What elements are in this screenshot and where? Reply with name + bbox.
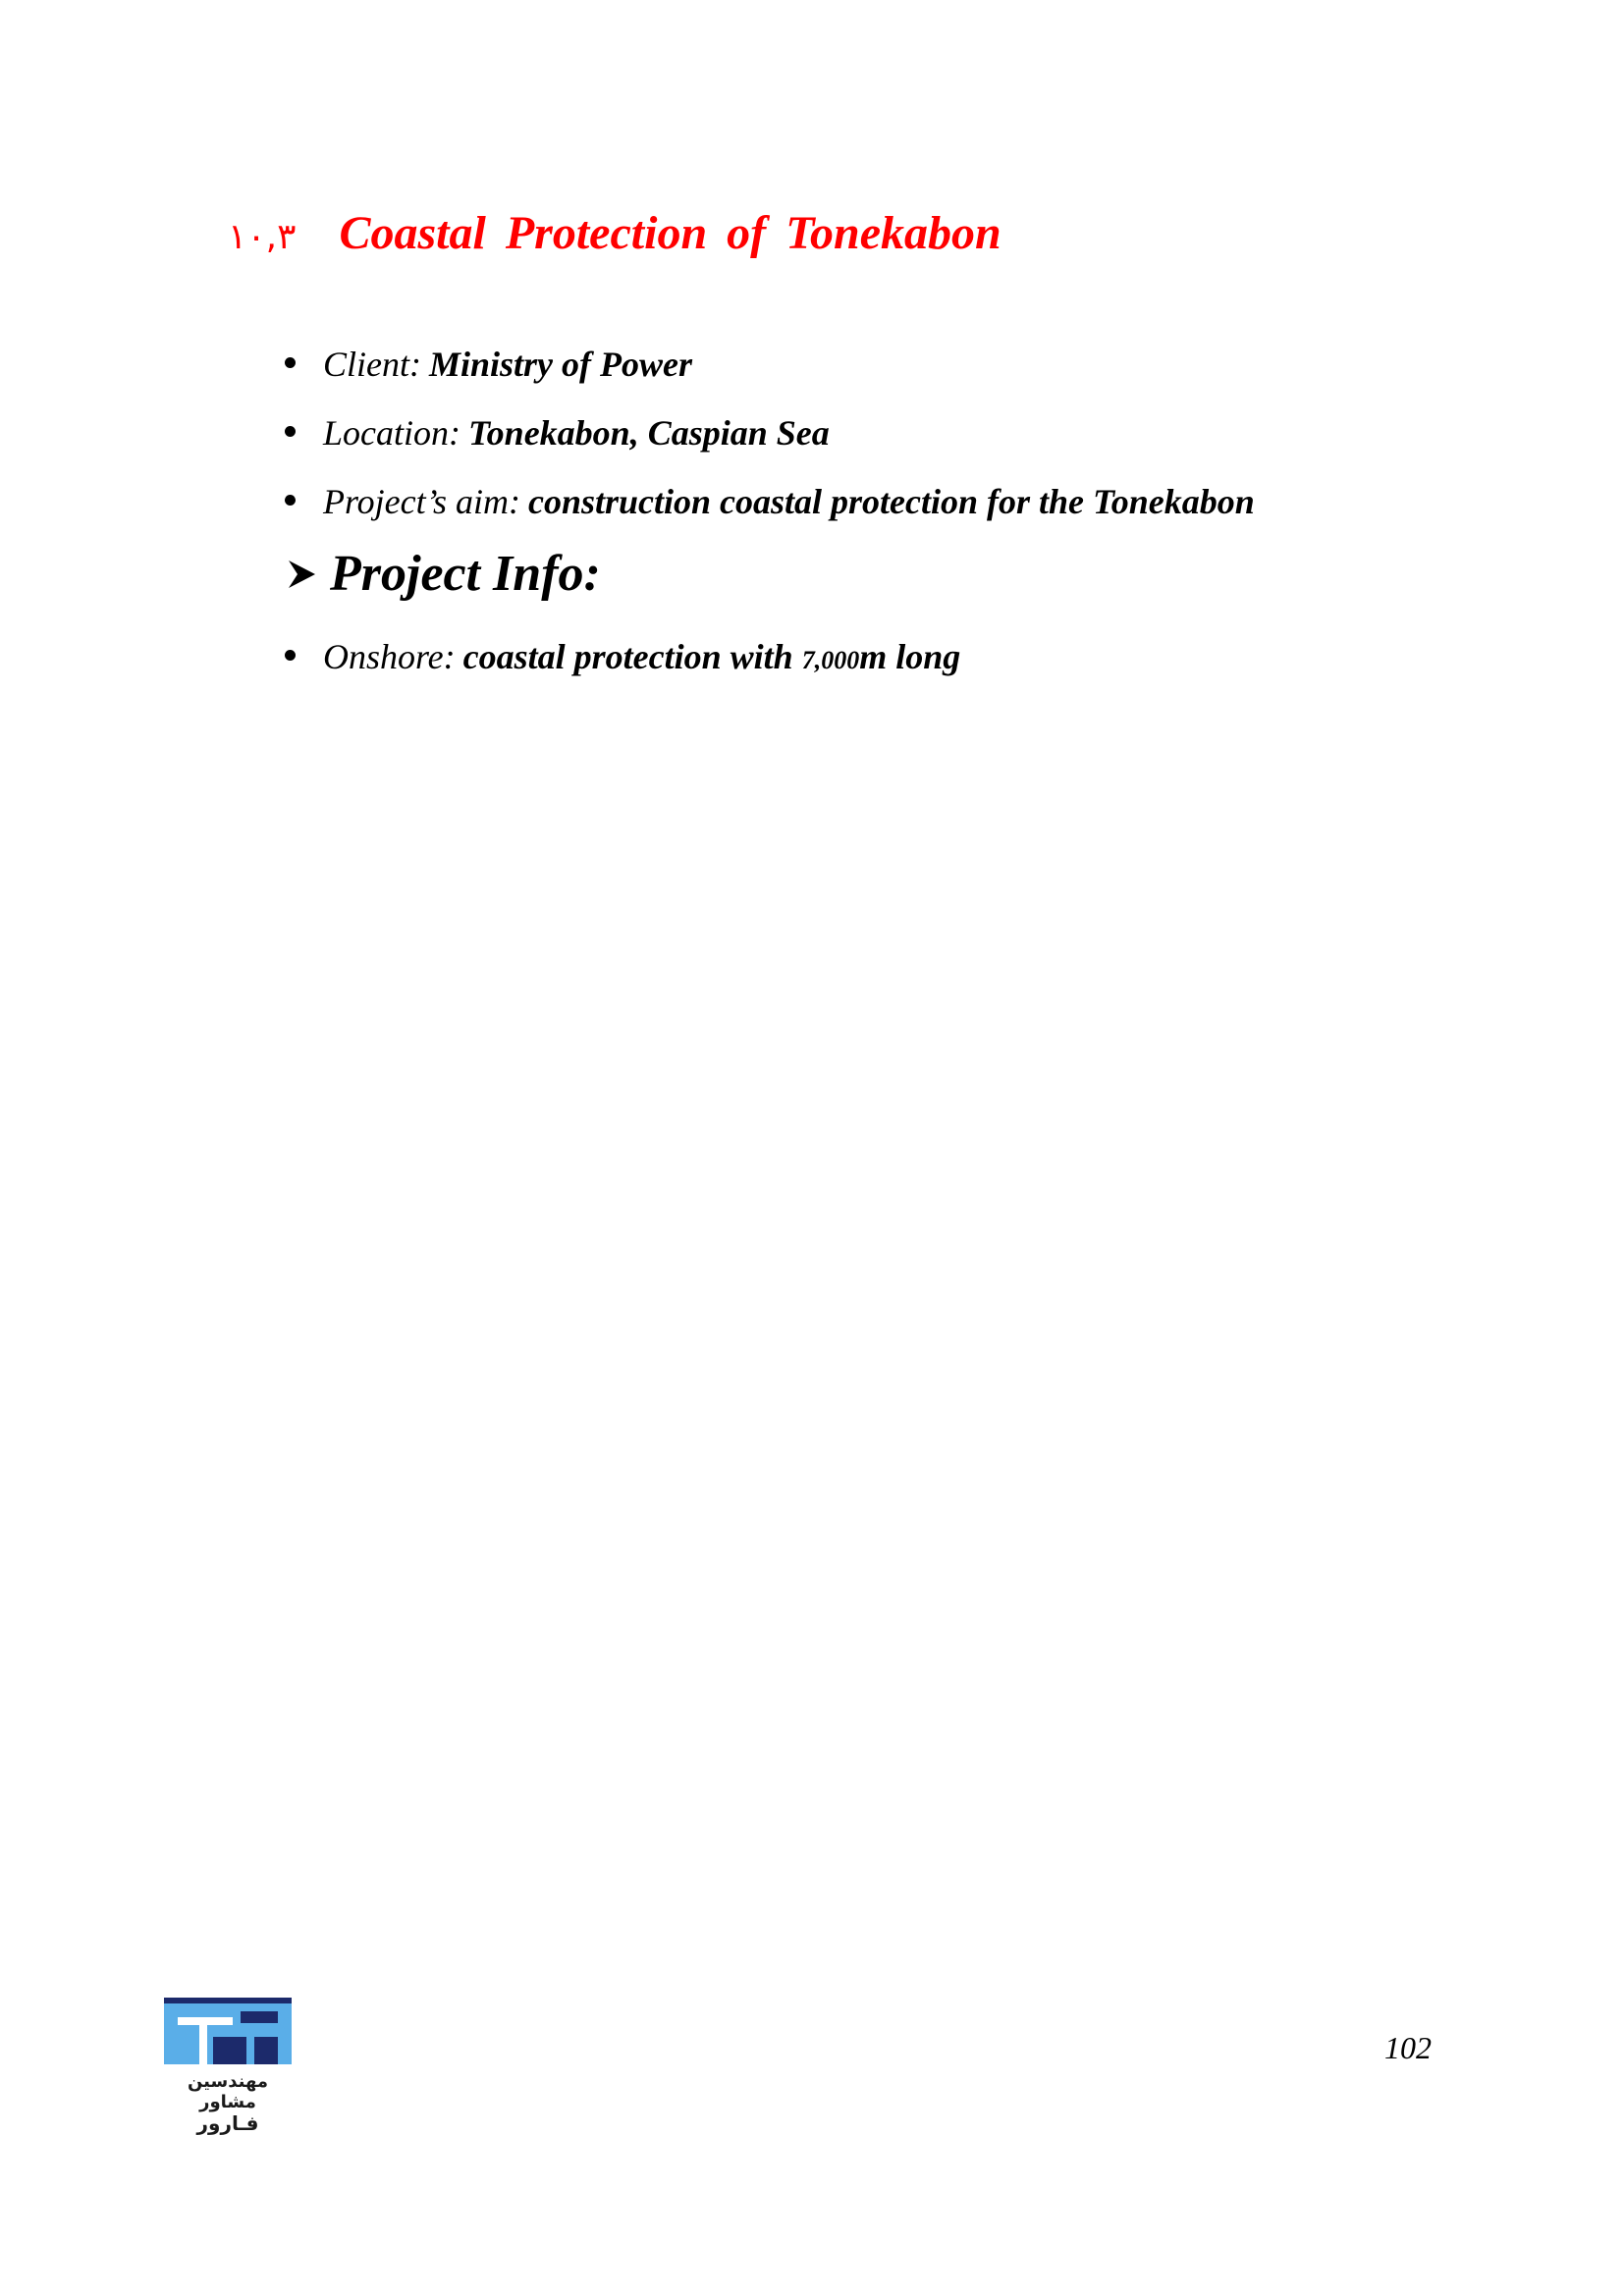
detail-value	[463, 636, 961, 677]
company-logo-icon	[164, 1998, 292, 2064]
company-logo-text	[164, 2072, 292, 2135]
section-heading	[228, 206, 1001, 275]
onshore-text: coastal protection with	[462, 637, 802, 676]
detail-onshore	[285, 636, 960, 677]
detail-label: Onshore:	[323, 637, 456, 676]
section-number: ۱۰,۳	[228, 217, 297, 257]
detail-value: Tonekabon, Caspian Sea	[468, 413, 830, 453]
onshore-unit: m long	[859, 637, 961, 676]
logo-line-2: فـارور	[196, 2111, 259, 2136]
detail-location	[285, 412, 830, 454]
detail-label: Project’s aim:	[323, 482, 520, 521]
project-info-heading	[285, 545, 601, 603]
detail-project-aim	[285, 481, 1255, 522]
detail-label: Client:	[323, 345, 421, 384]
bullet-icon	[285, 357, 296, 368]
bullet-icon	[285, 426, 296, 437]
company-logo	[164, 1998, 292, 2135]
arrow-bullet-icon	[285, 558, 318, 591]
section-title: Coastal Protection of Tonekabon	[339, 207, 1001, 259]
project-info-title: Project Info:	[330, 546, 601, 602]
detail-value: construction coastal protection for the Tonekabon	[527, 482, 1255, 521]
detail-label: Location:	[323, 413, 460, 453]
detail-value: Ministry of Power	[428, 345, 692, 384]
bullet-icon	[285, 495, 296, 506]
bullet-icon	[285, 650, 296, 661]
detail-client	[285, 344, 692, 385]
page-number: 102	[1384, 2030, 1432, 2065]
onshore-length: 7,000	[801, 646, 860, 674]
logo-line-1: مهندسین مشاور	[187, 2071, 269, 2112]
